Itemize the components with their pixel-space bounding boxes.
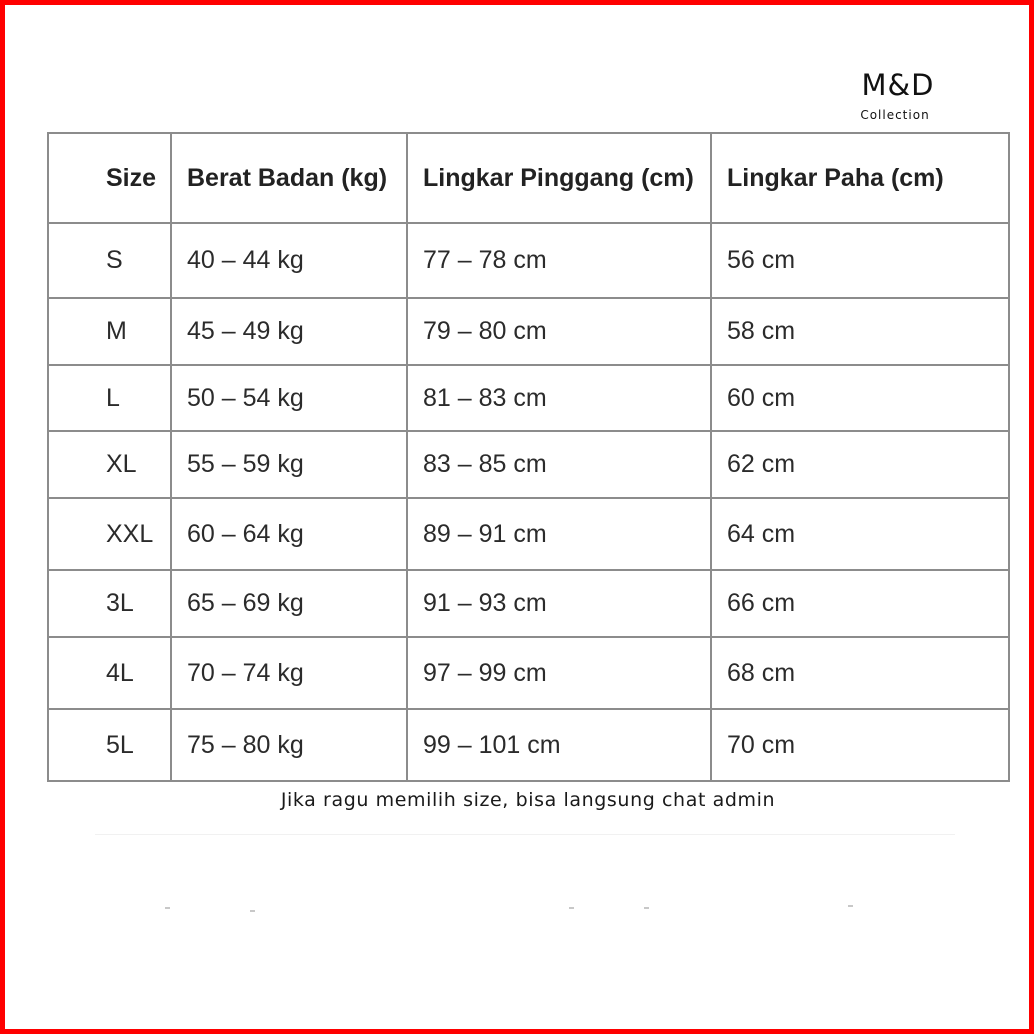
- table-row: [48, 298, 1009, 365]
- cell-thigh: 60 cm: [711, 365, 1009, 431]
- divider: [95, 834, 955, 835]
- cell-size: 5L: [48, 709, 171, 781]
- artifact-speck: [569, 907, 574, 909]
- cell-waist: 79 – 80 cm: [407, 298, 711, 365]
- cell-weight: 70 – 74 kg: [171, 637, 407, 709]
- cell-size: S: [48, 223, 171, 298]
- cell-waist: 91 – 93 cm: [407, 570, 711, 637]
- cell-size: XL: [48, 431, 171, 498]
- size-chart-table: [47, 132, 1010, 782]
- cell-thigh: 68 cm: [711, 637, 1009, 709]
- cell-size: 3L: [48, 570, 171, 637]
- cell-weight: 55 – 59 kg: [171, 431, 407, 498]
- artifact-speck: [644, 907, 649, 909]
- artifact-speck: [848, 905, 853, 907]
- table-row: [48, 223, 1009, 298]
- artifact-speck: [250, 910, 255, 912]
- cell-waist: 77 – 78 cm: [407, 223, 711, 298]
- header-thigh: Lingkar Paha (cm): [711, 133, 1009, 223]
- cell-waist: 83 – 85 cm: [407, 431, 711, 498]
- header-size: Size: [48, 133, 171, 223]
- table-row: [48, 498, 1009, 570]
- cell-weight: 65 – 69 kg: [171, 570, 407, 637]
- cell-thigh: 64 cm: [711, 498, 1009, 570]
- cell-weight: 45 – 49 kg: [171, 298, 407, 365]
- table-header-row: [48, 133, 1009, 223]
- cell-waist: 99 – 101 cm: [407, 709, 711, 781]
- table-row: [48, 709, 1009, 781]
- cell-size: 4L: [48, 637, 171, 709]
- size-advice-note: Jika ragu memilih size, bisa langsung chat admin: [280, 789, 776, 811]
- cell-thigh: 58 cm: [711, 298, 1009, 365]
- header-waist: Lingkar Pinggang (cm): [407, 133, 711, 223]
- table-row: [48, 431, 1009, 498]
- brand-subtitle: Collection: [860, 108, 930, 122]
- table-row: [48, 365, 1009, 431]
- brand-logo: [853, 69, 943, 122]
- header-weight: Berat Badan (kg): [171, 133, 407, 223]
- cell-thigh: 66 cm: [711, 570, 1009, 637]
- cell-weight: 75 – 80 kg: [171, 709, 407, 781]
- cell-waist: 81 – 83 cm: [407, 365, 711, 431]
- cell-weight: 60 – 64 kg: [171, 498, 407, 570]
- cell-thigh: 62 cm: [711, 431, 1009, 498]
- table-row: [48, 637, 1009, 709]
- artifact-speck: [165, 907, 170, 909]
- cell-weight: 50 – 54 kg: [171, 365, 407, 431]
- table-row: [48, 570, 1009, 637]
- cell-size: XXL: [48, 498, 171, 570]
- cell-thigh: 56 cm: [711, 223, 1009, 298]
- cell-size: M: [48, 298, 171, 365]
- cell-weight: 40 – 44 kg: [171, 223, 407, 298]
- brand-title: M&D: [861, 68, 935, 102]
- cell-waist: 97 – 99 cm: [407, 637, 711, 709]
- cell-waist: 89 – 91 cm: [407, 498, 711, 570]
- cell-thigh: 70 cm: [711, 709, 1009, 781]
- cell-size: L: [48, 365, 171, 431]
